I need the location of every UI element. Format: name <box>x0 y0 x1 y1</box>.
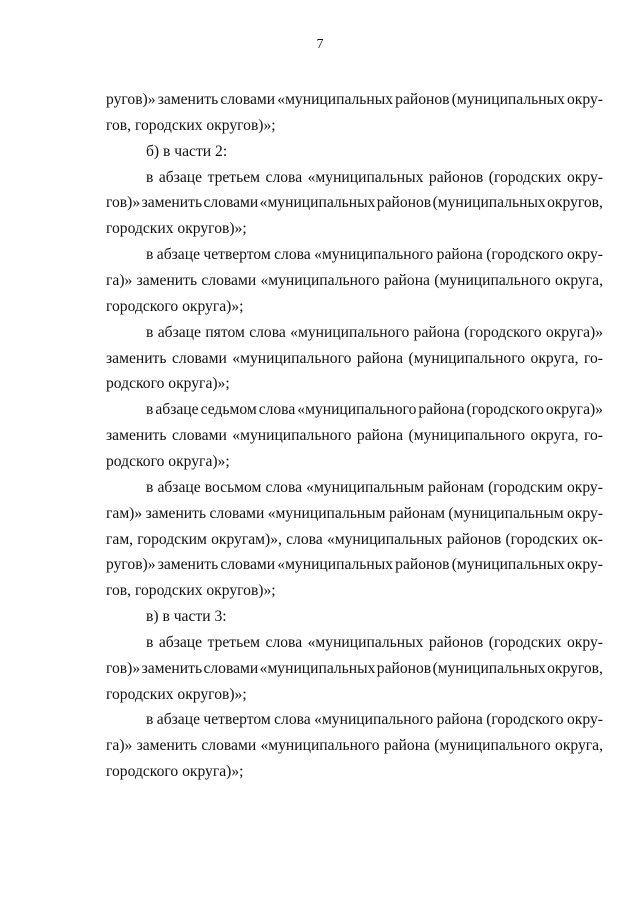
text-line: заменить словами «муниципального района (муниципального округа, го- <box>106 349 603 367</box>
text-line: гов, городских округов)»; <box>106 116 276 134</box>
text-line: ругов)» заменить словами «муниципальных районов (муниципальных окру- <box>106 91 603 108</box>
text-line: в) в части 3: <box>146 608 227 625</box>
text-line: в абзаце третьем слова «муниципальных районов (городских окру- <box>146 633 603 651</box>
text-line: в абзаце пятом слова «муниципального района (городского округа)» <box>146 323 603 341</box>
text-line: в абзаце четвертом слова «муниципального района (городского окру- <box>146 711 603 729</box>
text-line: в абзаце восьмом слова «муниципальным районам (городским окру- <box>146 478 603 496</box>
text-line: гов, городских округов)»; <box>106 582 276 600</box>
text-line: гам)» заменить словами «муниципальным районам (муниципальным окру- <box>106 504 603 522</box>
text-line: в абзаце третьем слова «муниципальных районов (городских окру- <box>146 168 603 186</box>
text-line: городских округов)»; <box>106 685 247 703</box>
text-line: родского округа)»; <box>106 375 230 393</box>
text-line: ругов)» заменить словами «муниципальных районов (муниципальных окру- <box>106 556 603 574</box>
text-line: гов)» заменить словами «муниципальных районов (муниципальных округов, <box>106 659 603 677</box>
text-line: городского округа)»; <box>106 763 244 781</box>
text-line: гам, городским округам)», слова «муниципальных районов (городских ок- <box>106 530 603 548</box>
text-line: в абзаце четвертом слова «муниципального района (городского окру- <box>146 246 603 264</box>
text-line: га)» заменить словами «муниципального района (муниципального округа, <box>106 272 603 289</box>
text-line: городских округов)»; <box>106 220 247 238</box>
text-line: родского округа)»; <box>106 452 230 470</box>
text-line: гов)» заменить словами «муниципальных районов (муниципальных округов, <box>106 194 603 212</box>
text-line: б) в части 2: <box>146 142 228 160</box>
text-line: городского округа)»; <box>106 297 244 315</box>
text-line: в абзаце седьмом слова «муниципального района (городского округа)» <box>146 401 603 419</box>
text-line: заменить словами «муниципального района (муниципального округа, го- <box>106 427 603 445</box>
text-line: га)» заменить словами «муниципального района (муниципального округа, <box>106 737 603 755</box>
page-number: 7 <box>316 37 324 52</box>
